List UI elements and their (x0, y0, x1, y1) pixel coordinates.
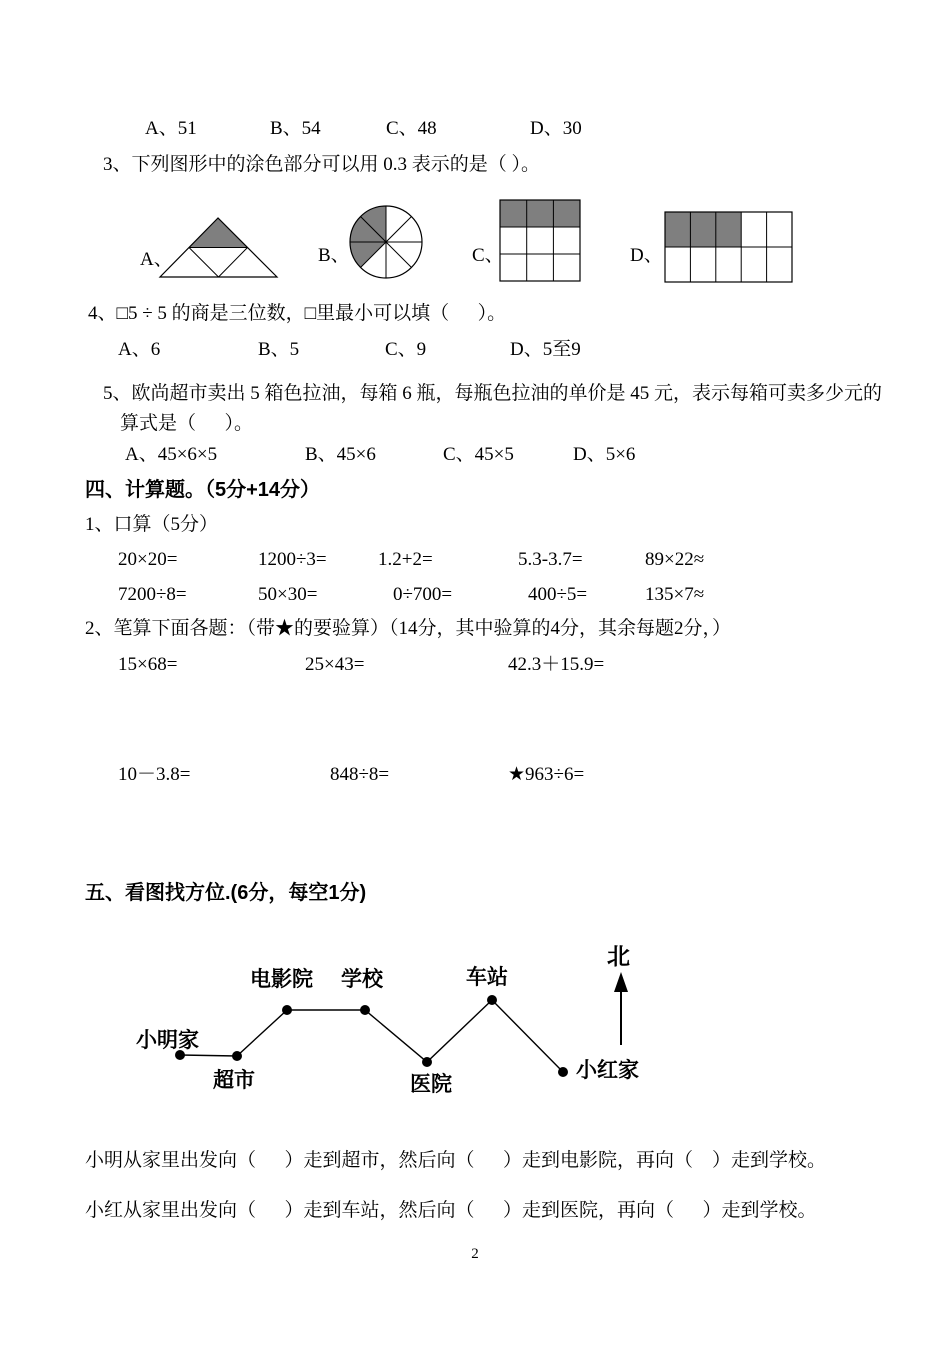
figure-c-label: C、 (472, 245, 504, 266)
q4-option-b: B、5 (258, 339, 300, 360)
dot-station (487, 995, 497, 1005)
q5-option-d: D、5×6 (573, 444, 636, 465)
question-5-line1: 5、欧尚超市卖出 5 箱色拉油，每箱 6 瓶，每瓶色拉油的单价是 45 元，表示每箱可卖多少元的 (103, 383, 883, 404)
direction-question-2: 小红从家里出发向（ ）走到车站，然后向（ ）走到医院，再向（ ）走到学校。 (85, 1200, 817, 1221)
oral-item: 135×7≈ (645, 584, 705, 605)
q4-option-c: C、9 (385, 339, 427, 360)
label-xiaohong-home: 小红家 (576, 1059, 639, 1082)
written-item: 10－3.8= (118, 764, 191, 785)
figure-b-circle (350, 206, 422, 278)
q5-option-a: A、45×6×5 (125, 444, 218, 465)
page-number: 2 (471, 1246, 479, 1262)
figure-a-label: A、 (140, 249, 173, 270)
written-calc-title: 2、笔算下面各题：（带★的要验算）（14分，其中验算的4分，其余每题2分，） (85, 618, 732, 639)
label-school: 学校 (341, 968, 383, 991)
dot-supermarket (232, 1051, 242, 1061)
oral-item: 7200÷8= (118, 584, 187, 605)
dot-school (360, 1005, 370, 1015)
q4-option-a: A、6 (118, 339, 161, 360)
dot-xiaohong-home (558, 1067, 568, 1077)
oral-item: 89×22≈ (645, 549, 705, 570)
oral-item: 1.2+2= (378, 549, 433, 570)
direction-question-1: 小明从家里出发向（ ）走到超市，然后向（ ）走到电影院，再向（ ）走到学校。 (85, 1150, 827, 1171)
section-4-title: 四、计算题。（5分+14分） (85, 479, 321, 501)
label-station: 车站 (466, 966, 508, 989)
q4-option-d: D、5至9 (510, 339, 581, 360)
dot-hospital (422, 1057, 432, 1067)
q2-option-d: D、30 (530, 118, 582, 139)
written-item: 848÷8= (330, 764, 390, 785)
oral-calc-title: 1、口算（5分） (85, 514, 219, 535)
label-cinema: 电影院 (250, 968, 313, 991)
written-item: 25×43= (305, 654, 365, 675)
figure-b-label: B、 (318, 245, 350, 266)
north-arrow-icon (614, 972, 628, 1045)
oral-item: 0÷700= (393, 584, 453, 605)
figure-d-grid (665, 212, 792, 282)
question-4-text: 4、□5 ÷ 5 的商是三位数，□里最小可以填（ ）。 (88, 303, 507, 324)
label-hospital: 医院 (410, 1073, 452, 1096)
section-5-title: 五、看图找方位.(6分，每空1分) (85, 882, 367, 904)
question-3-figures (0, 190, 950, 305)
q2-option-a: A、51 (145, 118, 197, 139)
q5-option-c: C、45×5 (443, 444, 514, 465)
question-3-text: 3、下列图形中的涂色部分可以用 0.3 表示的是（ ）。 (103, 154, 541, 175)
oral-item: 1200÷3= (258, 549, 327, 570)
figure-a-triangle (160, 218, 277, 277)
label-north: 北 (607, 943, 630, 969)
label-supermarket: 超市 (213, 1069, 255, 1092)
dot-cinema (282, 1005, 292, 1015)
oral-item: 5.3-3.7= (518, 549, 583, 570)
figure-d-label: D、 (630, 245, 663, 266)
oral-item: 400÷5= (528, 584, 588, 605)
oral-item: 50×30= (258, 584, 318, 605)
question-5-line2: 算式是（ ）。 (120, 413, 254, 434)
written-item-starred: ★963÷6= (508, 764, 585, 785)
q5-option-b: B、45×6 (305, 444, 376, 465)
map-path (180, 1000, 563, 1072)
written-item: 42.3＋15.9= (508, 654, 605, 675)
written-item: 15×68= (118, 654, 178, 675)
q2-option-b: B、54 (270, 118, 321, 139)
figure-c-grid (500, 200, 580, 281)
q2-option-c: C、48 (386, 118, 437, 139)
label-xiaoming-home: 小明家 (136, 1029, 199, 1052)
oral-item: 20×20= (118, 549, 178, 570)
